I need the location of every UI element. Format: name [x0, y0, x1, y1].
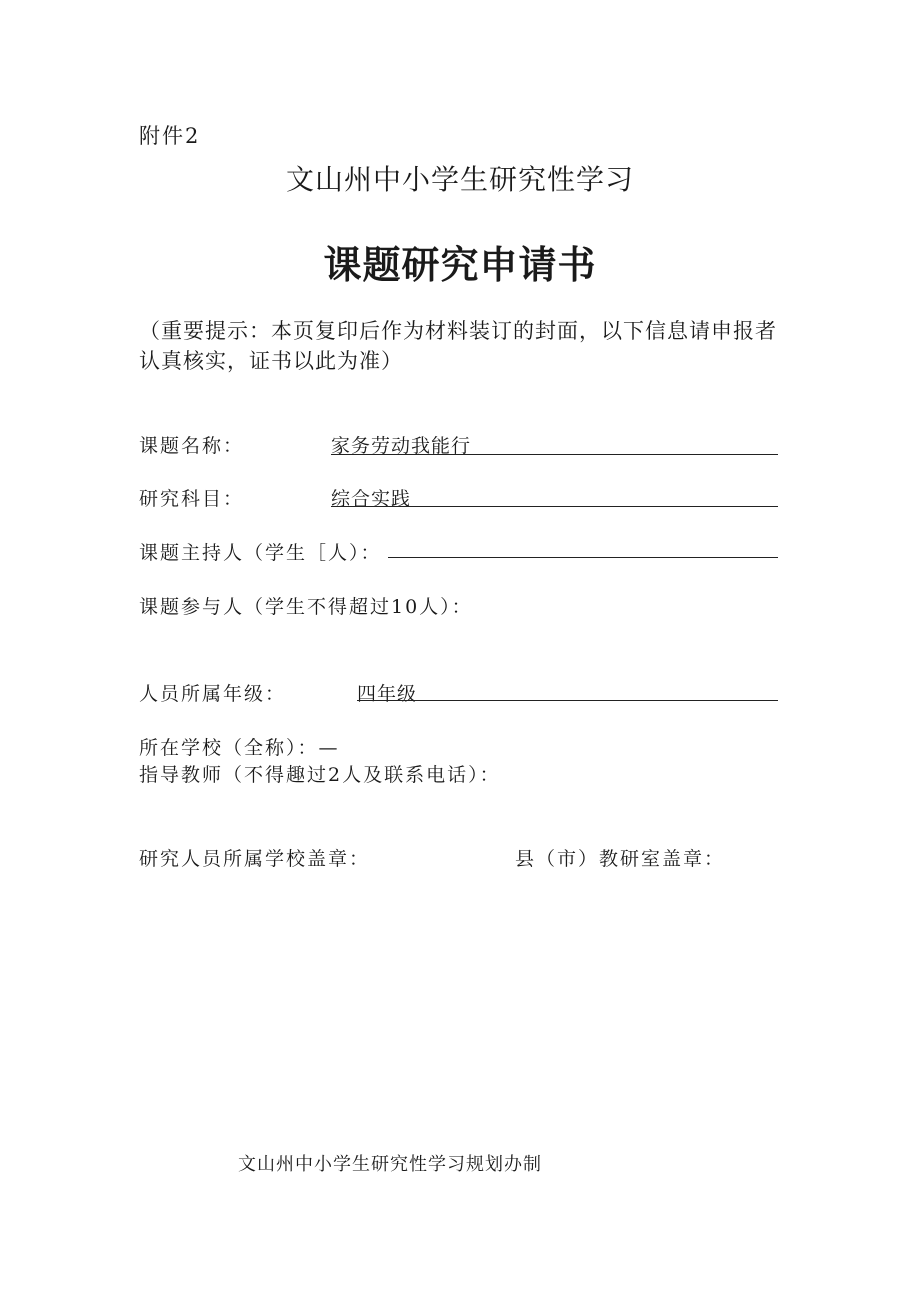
grade-underline — [357, 700, 778, 701]
document-title: 课题研究申请书 — [323, 243, 597, 287]
topic-label: 课题名称： — [139, 435, 245, 457]
topic-underline — [331, 454, 778, 455]
important-notice: （重要提示：本页复印后作为材料装订的封面，以下信息请申报者认真核实，证书以此为准） — [139, 319, 777, 373]
subject-label: 研究科目： — [139, 488, 245, 510]
grade-label: 人员所属年级： — [139, 683, 287, 705]
school-seal-label: 研究人员所属学校盖章： — [139, 848, 371, 870]
document-subtitle: 文山州中小学生研究性学习 — [285, 163, 634, 196]
subject-underline — [331, 506, 778, 507]
issuer-footer: 文山州中小学生研究性学习规划办制 — [238, 1154, 542, 1175]
host-label: 课题主持人（学生［人）： — [139, 542, 382, 564]
topic-value: 家务劳动我能行 — [331, 435, 472, 457]
school-label: 所在学校（全称）：— — [139, 737, 340, 759]
subject-value: 综合实践 — [331, 488, 412, 510]
grade-value: 四年级 — [357, 683, 418, 705]
attachment-label: 附件2 — [139, 124, 201, 148]
teacher-label: 指导教师（不得趣过2人及联系电话）： — [139, 764, 501, 786]
participants-label: 课题参与人（学生不得超过10人）： — [139, 596, 473, 618]
host-underline — [388, 557, 778, 558]
county-seal-label: 县（市）教研室盖章： — [515, 848, 726, 870]
